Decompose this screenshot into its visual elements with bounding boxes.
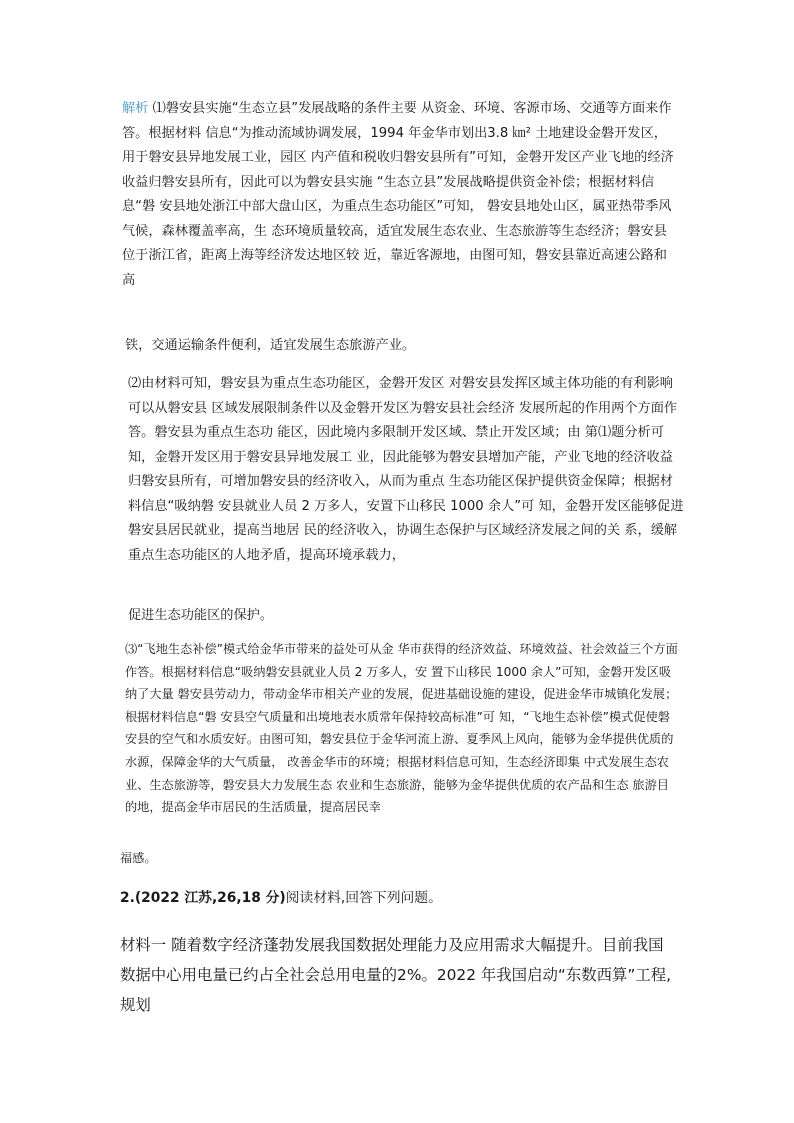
answer-part-2: ⑵由材料可知，磐安县为重点生态功能区，金磐开发区 对磐安县发挥区域主体功能的有利影响可以从磐安县 区域发展限制条件以及金磐开发区为磐安县社会经济 发展所起的作用两个方面作答。磐安县为重点生态功 能区，因此境内多限制开发区域、禁止开发区域；由 第⑴题分析可知，金磐开发区用于磐安县异地发展工 业，因此能够为磐安县增加产能，产业飞地的经济收益 归磐安县所有，可增加磐安县的经济收入，从而为重点 生态功能区保护提供资金保障；根据材料信息“吸纳磐 安县就业人员 2 万多人，安置下山移民 1000 余人”可 知，金磐开发区能够促进磐安县居民就业，提高当地居 民的经济收入，协调生态保护与区域经济发展之间的关 系，缓解重点生态功能区的人地矛盾，提高环境承载力，: [128, 376, 684, 563]
answer-part-2-continuation: 促进生态功能区的保护。: [128, 608, 274, 623]
question-2-prompt: 阅读材料,回答下列问题。: [285, 890, 442, 906]
question-2-number: 2.(2022 江苏,26,18 分): [120, 890, 286, 906]
answer-part-1: [122, 97, 678, 293]
answer-part-3-continuation: 福感。: [120, 851, 157, 865]
material-1-text: 材料一 随着数字经济蓬勃发展我国数据处理能力及应用需求大幅提升。目前我国数据中心用电量已约占全社会总用电量的2%。2022 年我国启动“东数西算”工程,规划: [120, 936, 672, 1014]
answer-part-3: ⑶“飞地生态补偿”模式给金华市带来的益处可从金 华市获得的经济效益、环境效益、社会效益三个方面作答。根据材料信息“吸纳磐安县就业人员 2 万多人，安 置下山移民 1000 余人”可知，金磐开发区吸纳了大量 磐安县劳动力，带动金华市相关产业的发展，促进基础设施的建设，促进金华市城镇化发展；根据材料信息“磐 安县空气质量和出境地表水质常年保持较高标准”可 知，“飞地生态补偿”模式促使磐安县的空气和水质安好。由图可知，磐安县位于金华河流上游、夏季风上风向，能够为金华提供优质的水源，保障金华的大气质量， 改善金华市的环境；根据材料信息可知，生态经济即集 中式发展生态农业、生态旅游等，磐安县大力发展生态 农业和生态旅游，能够为金华提供优质的农产品和生态 旅游目的地，提高金华市居民的生活质量，提高居民幸: [125, 642, 678, 815]
question-2-heading: [120, 886, 680, 910]
answer-part-1-text: ⑴磐安县实施“生态立县”发展战略的条件主要 从资金、环境、客源市场、交通等方面来作答。根据材料 信息“为推动流域协调发展，1994 年金华市划出3.8 ㎞² 土地建设金磐开发区，用于磐安县异地发展工业，园区 内产值和税收归磐安县所有”可知，金磐开发区产业飞地的经济收益归磐安县所有，因此可以为磐安县实施 “生态立县”发展战略提供资金补偿；根据材料信息“磐 安县地处浙江中部大盘山区，为重点生态功能区”可知， 磐安县地处山区，属亚热带季风气候，森林覆盖率高，生 态环境质量较高，适宜发展生态农业、生态旅游等生态经济；磐安县位于浙江省，距离上海等经济发达地区较 近，靠近客源地，由图可知，磐安县靠近高速公路和高: [122, 101, 674, 288]
analysis-label: 解析: [122, 101, 149, 116]
answer-part-1-continuation: 铁，交通运输条件便利，适宜发展生态旅游产业。: [125, 338, 416, 353]
